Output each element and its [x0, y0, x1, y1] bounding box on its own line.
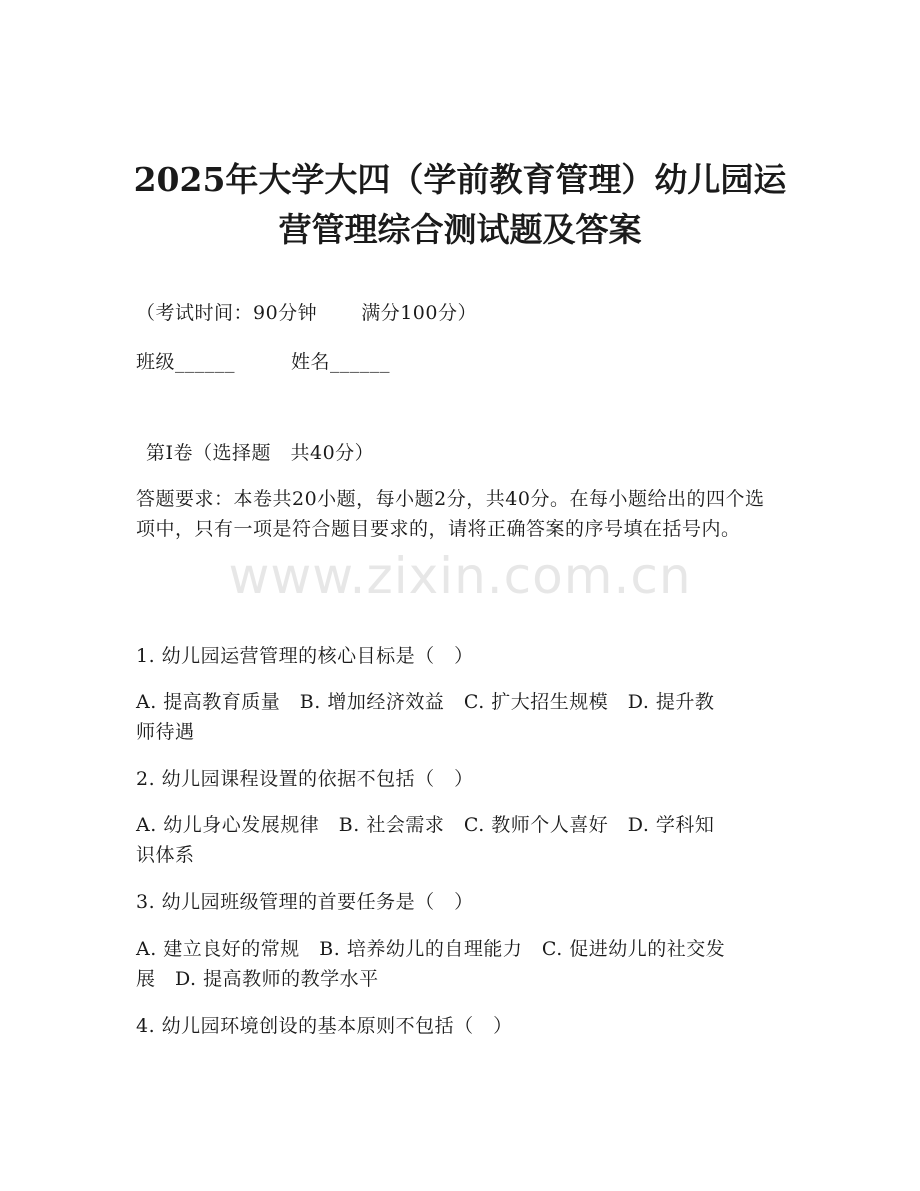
instructions: 答题要求：本卷共20小题，每小题2分，共40分。在每小题给出的四个选项中，只有一项是符合题目要求的，请将正确答案的序号填在括号内。 [136, 488, 765, 540]
question-4-stem: 4. 幼儿园环境创设的基本原则不包括（ ） [136, 1015, 513, 1037]
question-3-options-cont: 展 D. 提高教师的教学水平 [136, 968, 379, 990]
question-1-stem: 1. 幼儿园运营管理的核心目标是（ ） [136, 645, 474, 667]
class-field: 班级______ [136, 351, 236, 373]
document-title-line-2: 营管理综合测试题及答案 [278, 210, 642, 249]
student-info [136, 347, 390, 377]
full-score: 满分100分） [361, 302, 477, 324]
document-title-line-1: 2025年大学大四（学前教育管理）幼儿园运 [133, 160, 787, 199]
exam-time: （考试时间：90分钟 [136, 302, 318, 324]
question-3-stem: 3. 幼儿园班级管理的首要任务是（ ） [136, 891, 474, 913]
exam-info [136, 298, 477, 328]
question-2-options-cont: 识体系 [136, 844, 195, 866]
question-1-options: A. 提高教育质量 B. 增加经济效益 C. 扩大招生规模 D. 提升教 [136, 691, 715, 713]
name-field: 姓名______ [291, 351, 391, 373]
watermark: www.zixin.com.cn [228, 547, 692, 605]
question-3-options: A. 建立良好的常规 B. 培养幼儿的自理能力 C. 促进幼儿的社交发 [136, 938, 726, 960]
section-title: 第Ⅰ卷（选择题 共40分） [146, 442, 375, 464]
question-1-options-cont: 师待遇 [136, 721, 195, 743]
question-2-stem: 2. 幼儿园课程设置的依据不包括（ ） [136, 768, 474, 790]
question-2-options: A. 幼儿身心发展规律 B. 社会需求 C. 教师个人喜好 D. 学科知 [136, 814, 715, 836]
